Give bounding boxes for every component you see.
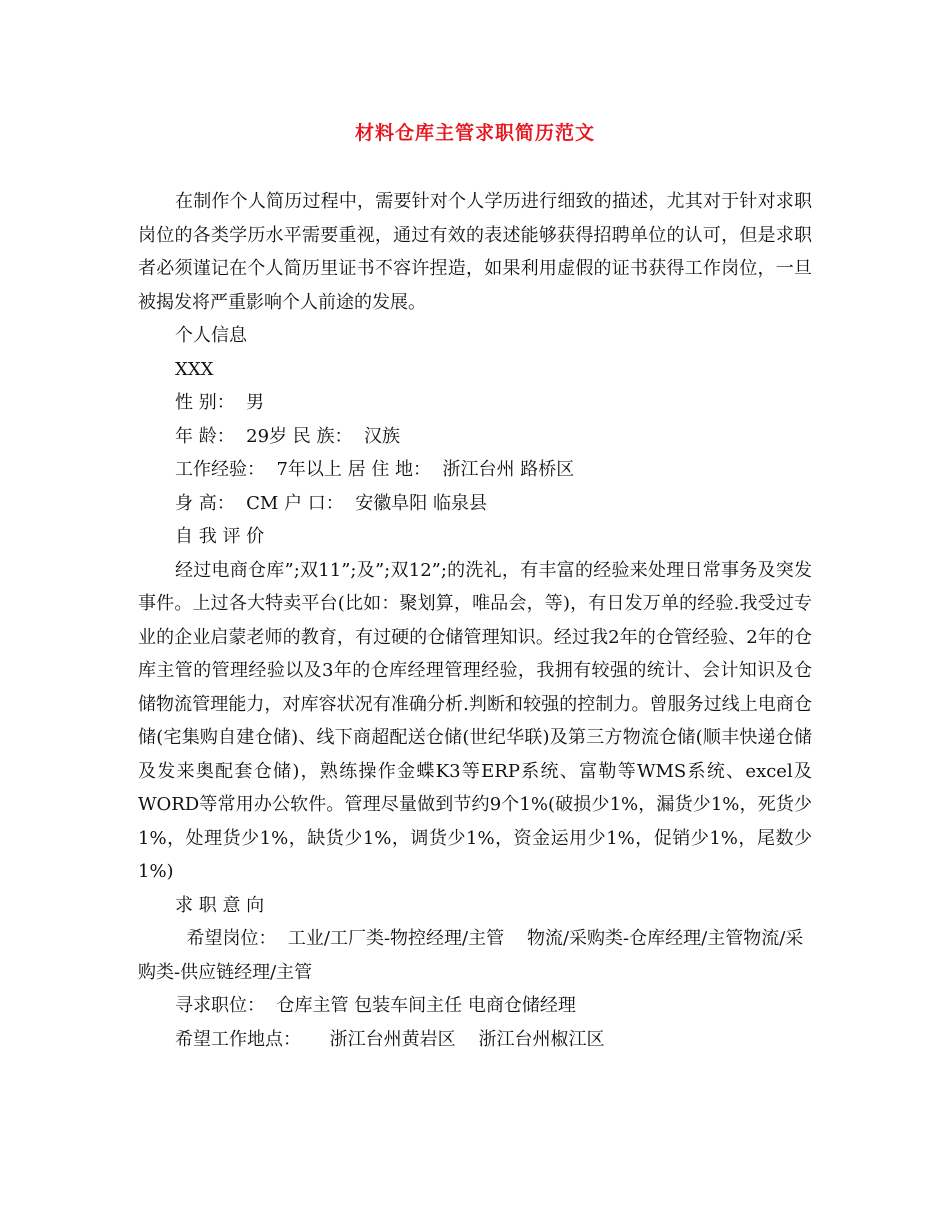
height-hukou-line: 身 高： CM 户 口： 安徽阜阳 临泉县	[175, 492, 487, 514]
seeking-positions-line: 寻求职位： 仓库主管 包装车间主任 电商仓储经理	[175, 995, 576, 1016]
document-title: 材料仓库主管求职简历范文	[354, 122, 595, 144]
job-intent-heading: 求 职 意 向	[175, 894, 265, 916]
desired-location-line: 希望工作地点： 浙江台州黄岩区 浙江台州椒江区	[175, 1028, 605, 1050]
experience-residence-line: 工作经验： 7年以上 居 住 地： 浙江台州 路桥区	[175, 459, 575, 480]
gender-line: 性 别： 男	[175, 392, 265, 413]
self-evaluation-heading: 自 我 评 价	[175, 526, 265, 547]
desired-positions-paragraph: 希望岗位： 工业/工厂类-物控经理/主管 物流/采购类-仓库经理/主管物流/采购类-供应链经理/主管	[138, 928, 804, 983]
self-evaluation-paragraph: 经过电商仓库”;双11”;及”;双12”;的洗礼，有丰富的经验来处理日常事务及突发事件。上过各大特卖平台(比如：聚划算，唯品会，等)，有日发万单的经验.我受过专业的企业启蒙老师的教育，有过硬的仓储管理知识。经过我2年的仓管经验、2年的仓库主管的管理经验以及3年的仓库经理管理经验，我拥有较强的统计、会计知识及仓储物流管理能力，对库容状况有准确分析.判断和较强的控制力。曾服务过线上电商仓储(宅集购自建仓储)、线下商超配送仓储(世纪华联)及第三方物流仓储(顺丰快递仓储及发来奥配套仓储)，熟练操作金蝶K3等ERP系统、富勒等WMS系统、excel及WORD等常用办公软件。管理尽量做到节约9个1%(破损少1%，漏货少1%，死货少1%，处理货少1%，缺货少1%，调货少1%，资金运用少1%，促销少1%，尾数少1%)	[138, 559, 812, 882]
age-ethnicity-line: 年 龄： 29岁 民 族： 汉族	[175, 425, 400, 447]
intro-paragraph: 在制作个人简历过程中，需要针对个人学历进行细致的描述，尤其对于针对求职岗位的各类学历水平需要重视，通过有效的表述能够获得招聘单位的认可，但是求职者必须谨记在个人简历里证书不容许捏造，如果利用虚假的证书获得工作岗位，一旦被揭发将严重影响个人前途的发展。	[138, 191, 812, 313]
personal-info-heading: 个人信息	[175, 325, 247, 346]
name-value: XXX	[175, 358, 214, 380]
